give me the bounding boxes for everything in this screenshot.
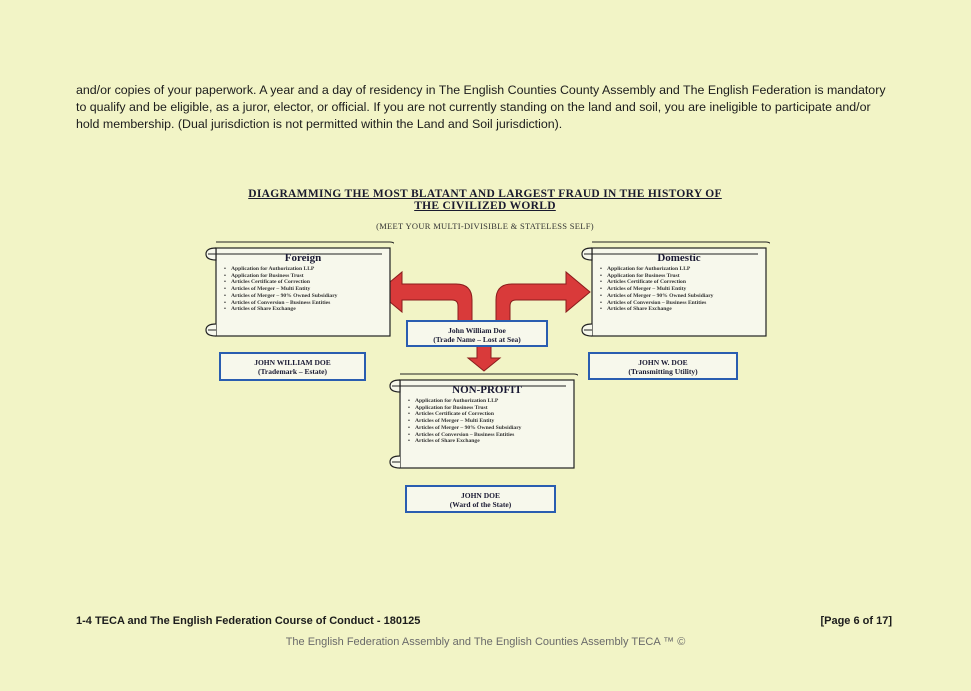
- list-item: • Articles of Merger – 90% Owned Subsidiary: [231, 293, 384, 300]
- foreign-name-box: [219, 352, 366, 381]
- diagram-subtitle: (MEET YOUR MULTI-DIVISIBLE & STATELESS SELF): [376, 221, 594, 231]
- list-item: • Articles of Share Exchange: [607, 306, 760, 313]
- nonprofit-name: JOHN DOE: [461, 491, 500, 500]
- list-item: • Application for Authorization LLP: [607, 266, 760, 273]
- foreign-scroll: [202, 238, 394, 346]
- nonprofit-title: NON-PROFIT: [452, 384, 522, 396]
- list-item: • Articles of Share Exchange: [415, 438, 568, 445]
- list-item: • Articles of Conversion – Business Entities: [231, 300, 384, 307]
- center-name-type: (Trade Name – Lost at Sea): [433, 335, 521, 344]
- nonprofit-scroll: [386, 370, 578, 478]
- list-item: • Articles of Merger – Multi Entity: [415, 418, 568, 425]
- nonprofit-name-box: [405, 485, 556, 513]
- domestic-scroll: [578, 238, 770, 346]
- domestic-title: Domestic: [657, 252, 701, 264]
- list-item: • Application for Business Trust: [415, 405, 568, 412]
- list-item: • Articles of Conversion – Business Entities: [415, 432, 568, 439]
- list-item: • Application for Authorization LLP: [231, 266, 384, 273]
- diagram-title-line1: DIAGRAMMING THE MOST BLATANT AND LARGEST FRAUD IN THE HISTORY OF: [248, 188, 722, 200]
- domestic-name-box: [588, 352, 738, 380]
- list-item: • Application for Business Trust: [231, 273, 384, 280]
- foreign-name: JOHN WILLIAM DOE: [254, 358, 331, 367]
- center-name-box: [406, 320, 548, 347]
- list-item: • Application for Business Trust: [607, 273, 760, 280]
- foreign-list: [222, 266, 384, 313]
- footer-page-number: [Page 6 of 17]: [820, 615, 892, 627]
- list-item: • Articles of Merger – Multi Entity: [231, 286, 384, 293]
- list-item: • Articles Certificate of Correction: [607, 279, 760, 286]
- list-item: • Articles of Merger – 90% Owned Subsidiary: [415, 425, 568, 432]
- foreign-name-type: (Trademark – Estate): [257, 367, 327, 376]
- foreign-title: Foreign: [284, 252, 322, 264]
- list-item: • Articles Certificate of Correction: [231, 279, 384, 286]
- domestic-name-type: (Transmitting Utility): [628, 367, 698, 376]
- domestic-list: [598, 266, 760, 313]
- footer-assembly-line: The English Federation Assembly and The English Counties Assembly TECA ™ ©: [285, 636, 686, 648]
- center-name: John William Doe: [448, 326, 506, 335]
- list-item: • Articles of Merger – Multi Entity: [607, 286, 760, 293]
- list-item: • Articles of Conversion – Business Entities: [607, 300, 760, 307]
- intro-paragraph: and/or copies of your paperwork. A year and a day of residency in The English Counties County Assembly and The English Federation is mandatory to qualify and be eligible, as a juror, elector, or official. If you are not currently standing on the land and soil, you are ineligible to participate and/or hold membership. (Dual jurisdiction is not permitted within the Land and Soil jurisdiction).: [76, 83, 886, 131]
- list-item: • Articles of Share Exchange: [231, 306, 384, 313]
- list-item: • Articles of Merger – 90% Owned Subsidiary: [607, 293, 760, 300]
- arrow-to-nonprofit: [468, 346, 500, 371]
- nonprofit-list: [406, 398, 568, 445]
- domestic-name: JOHN W. DOE: [638, 358, 688, 367]
- list-item: • Articles Certificate of Correction: [415, 411, 568, 418]
- list-item: • Application for Authorization LLP: [415, 398, 568, 405]
- footer-course-title: 1-4 TECA and The English Federation Course of Conduct - 180125: [76, 615, 421, 627]
- diagram-title-line2: THE CIVILIZED WORLD: [414, 200, 556, 212]
- nonprofit-name-type: (Ward of the State): [449, 500, 512, 509]
